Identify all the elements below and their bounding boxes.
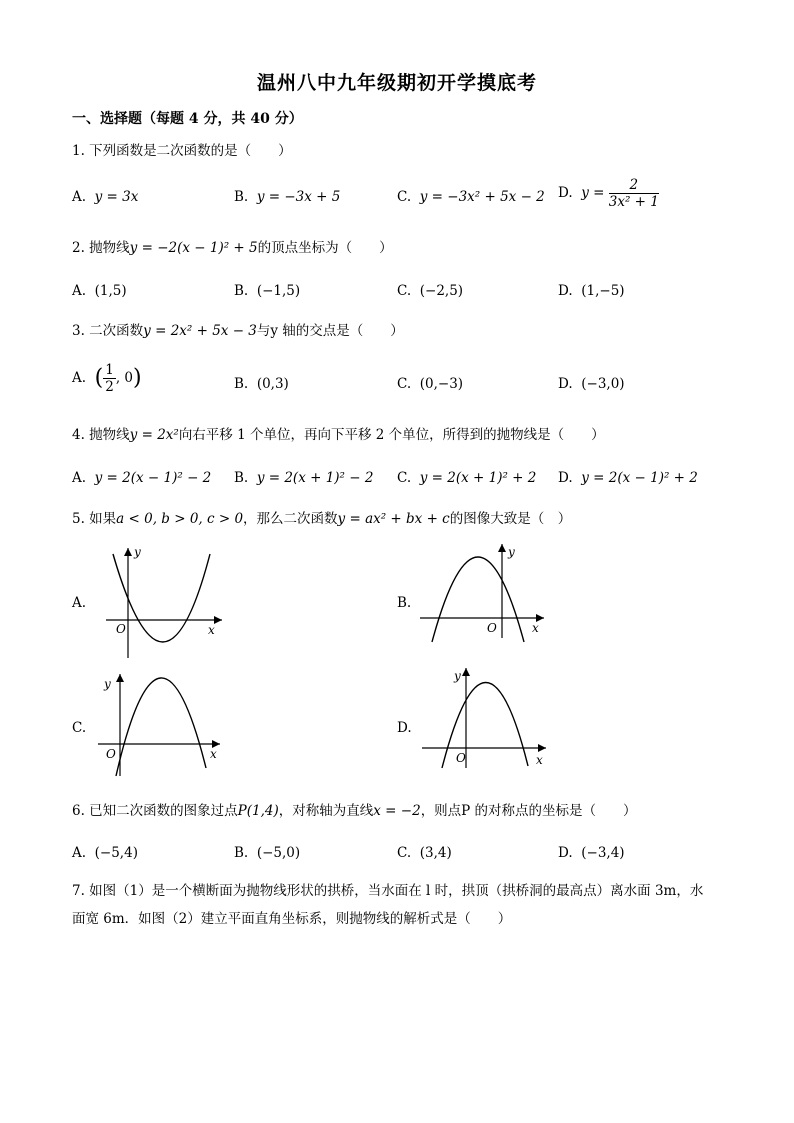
- q4-a-expr: y = 2(x − 1)² − 2: [94, 470, 212, 486]
- q6-option-a[interactable]: A. (−5,4): [72, 845, 138, 861]
- y-axis-label: y: [454, 669, 461, 683]
- q3-b-value: (0,3): [256, 376, 289, 392]
- q1-b-expr: y = −3x + 5: [256, 189, 341, 205]
- x-axis-arrow: [538, 744, 546, 752]
- q1-option-a[interactable]: [72, 187, 138, 207]
- y-axis-arrow: [116, 674, 124, 682]
- q4-c-expr: y = 2(x + 1)² + 2: [419, 470, 537, 486]
- option-label: C.: [397, 189, 412, 205]
- option-label: D.: [558, 185, 573, 201]
- y-axis-arrow: [124, 548, 132, 556]
- x-axis-label: x: [210, 747, 217, 761]
- q5-expr: y = ax² + bx + c: [337, 511, 450, 527]
- q4-option-b[interactable]: B. y = 2(x + 1)² − 2: [234, 470, 374, 486]
- y-axis-label: y: [508, 545, 515, 559]
- q3-option-a[interactable]: A. ( $\frac{1}{2}$ , 0): [72, 362, 142, 395]
- q4-option-a[interactable]: A. y = 2(x − 1)² − 2: [72, 470, 212, 486]
- q2-expr: y = −2(x − 1)² + 5: [129, 240, 258, 256]
- q2-d-value: (1,−5): [581, 283, 625, 299]
- q2-option-c[interactable]: C. (−2,5): [397, 283, 464, 299]
- q4-option-d[interactable]: D. y = 2(x − 1)² + 2: [558, 470, 698, 486]
- q6-a-value: (−5,4): [94, 845, 138, 861]
- y-axis-arrow: [498, 544, 506, 552]
- q6-b-value: (−5,0): [256, 845, 301, 861]
- q3-option-b[interactable]: B. (0,3): [234, 376, 289, 392]
- q2-option-a[interactable]: A. (1,5): [72, 283, 127, 299]
- q6-option-b[interactable]: B. (−5,0): [234, 845, 301, 861]
- q5-graph-b[interactable]: [414, 540, 550, 646]
- x-axis-arrow: [214, 616, 222, 624]
- q6-point: P(1,4): [237, 803, 279, 819]
- q4-expr: y = 2x²: [129, 427, 179, 443]
- q1-d-numerator: 2: [609, 177, 659, 194]
- q3-a-denominator: 2: [105, 379, 114, 395]
- x-axis-label: x: [208, 623, 215, 637]
- q3-option-c[interactable]: C. (0,−3): [397, 376, 464, 392]
- q5-graph-a[interactable]: [96, 544, 230, 662]
- q2-b-value: (−1,5): [256, 283, 301, 299]
- q2-option-d[interactable]: D. (1,−5): [558, 283, 625, 299]
- q6-c-value: (3,4): [419, 845, 452, 861]
- origin-label: O: [116, 622, 126, 636]
- q6-option-d[interactable]: D. (−3,4): [558, 845, 625, 861]
- option-label: A.: [72, 189, 87, 205]
- option-label: B.: [234, 189, 249, 205]
- q4-b-expr: y = 2(x + 1)² − 2: [256, 470, 374, 486]
- q2-option-b[interactable]: B. (−1,5): [234, 283, 301, 299]
- q6-axis-line: x = −2: [373, 803, 421, 819]
- q4-option-c[interactable]: C. y = 2(x + 1)² + 2: [397, 470, 537, 486]
- section-heading: 一、选择题（每题 4 分，共 40 分）: [72, 111, 303, 127]
- question-2-stem: 2. 抛物线y = −2(x − 1)² + 5的顶点坐标为（ ）: [72, 240, 393, 256]
- question-3-stem: 3. 二次函数y = 2x² + 5x − 3与y 轴的交点是（ ）: [72, 323, 404, 339]
- q5-condition: a < 0, b > 0, c > 0: [116, 511, 244, 527]
- q1-d-denominator: 3x² + 1: [608, 194, 659, 210]
- question-1-stem: 1. 下列函数是二次函数的是（ ）: [72, 143, 292, 159]
- q1-option-b[interactable]: [234, 187, 340, 207]
- page-title: 温州八中九年级期初开学摸底考: [256, 72, 537, 94]
- q2-c-value: (−2,5): [419, 283, 464, 299]
- question-7-line-1: 7. 如图（1）是一个横断面为抛物线形状的拱桥，当水面在 l 时，拱顶（拱桥洞的最高点）离水面 3m，水: [72, 883, 704, 899]
- q1-option-d[interactable]: D. y = $\frac{2}{\text{3x² + 1}}$: [558, 177, 659, 210]
- q1-c-expr: y = −3x² + 5x − 2: [419, 189, 545, 205]
- q5-graph-c[interactable]: [96, 670, 230, 780]
- origin-label: O: [487, 621, 497, 635]
- q4-d-expr: y = 2(x − 1)² + 2: [581, 470, 698, 486]
- q2-a-value: (1,5): [94, 283, 127, 299]
- q1-option-c[interactable]: [397, 187, 545, 207]
- origin-label: O: [106, 747, 116, 761]
- parabola-curve: [432, 557, 524, 642]
- question-4-stem: 4. 抛物线y = 2x²向右平移 1 个单位，再向下平移 2 个单位，所得到的抛物线是（ ）: [72, 427, 605, 443]
- y-axis-label: y: [134, 545, 141, 559]
- q5-graph-d[interactable]: [420, 664, 550, 774]
- y-axis-arrow: [462, 668, 470, 676]
- origin-label: O: [456, 751, 466, 765]
- q5-option-a-label[interactable]: A.: [72, 595, 87, 611]
- parabola-curve: [442, 682, 528, 768]
- q3-expr: y = 2x² + 5x − 3: [143, 323, 257, 339]
- x-axis-label: x: [536, 753, 543, 767]
- parabola-curve: [116, 678, 206, 776]
- q5-option-b-label[interactable]: B.: [397, 595, 412, 611]
- q5-option-c-label[interactable]: C.: [72, 720, 87, 736]
- question-6-stem: 6. 已知二次函数的图象过点P(1,4)，对称轴为直线x = −2，则点P 的对称点的坐标是（ ）: [72, 803, 637, 819]
- q3-c-value: (0,−3): [419, 376, 464, 392]
- q6-option-c[interactable]: C. (3,4): [397, 845, 452, 861]
- q1-a-expr: y = 3x: [94, 189, 139, 205]
- q3-a-numerator: 1: [105, 362, 114, 378]
- x-axis-label: x: [532, 621, 539, 635]
- question-5-stem: 5. 如果a < 0, b > 0, c > 0，那么二次函数y = ax² + bx + c的图像大致是（ ）: [72, 511, 572, 527]
- y-axis-label: y: [104, 677, 111, 691]
- question-7-line-2: 面宽 6m．如图（2）建立平面直角坐标系，则抛物线的解析式是（ ）: [72, 911, 512, 927]
- q3-option-d[interactable]: D. (−3,0): [558, 376, 625, 392]
- q5-option-d-label[interactable]: D.: [397, 720, 412, 736]
- q6-d-value: (−3,4): [581, 845, 625, 861]
- q3-d-value: (−3,0): [581, 376, 625, 392]
